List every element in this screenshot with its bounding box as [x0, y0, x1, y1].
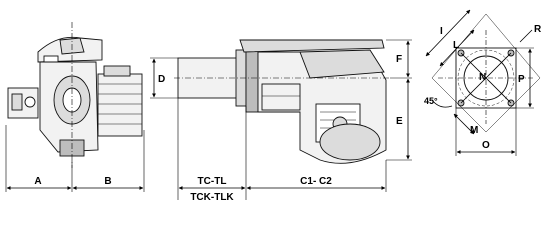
dimension-label-l: L	[453, 40, 460, 51]
dimension-label-o: O	[482, 140, 490, 151]
front-view	[8, 22, 142, 168]
dimension-label-r: R	[534, 24, 542, 35]
dimension-label-n: N	[479, 72, 487, 83]
dimension-label-tck-tlk: TCK-TLK	[190, 192, 234, 203]
dimension-e-f	[386, 40, 412, 160]
dimension-label-tc-tl: TC-TL	[197, 176, 227, 187]
dimension-label-c1-c2: C1- C2	[300, 176, 332, 187]
dimension-d	[150, 58, 178, 98]
dimension-label-f: F	[396, 54, 403, 65]
dimension-label-e: E	[396, 116, 403, 127]
dimension-label-i: I	[440, 26, 443, 37]
side-view	[174, 40, 390, 163]
dimension-label-b: B	[104, 176, 112, 187]
dimension-label-m: M	[470, 125, 479, 136]
dimension-label-d: D	[158, 74, 166, 85]
dimension-label-angle: 45°	[424, 96, 438, 106]
dimension-label-a: A	[34, 176, 42, 187]
dimension-label-p: P	[518, 74, 525, 85]
